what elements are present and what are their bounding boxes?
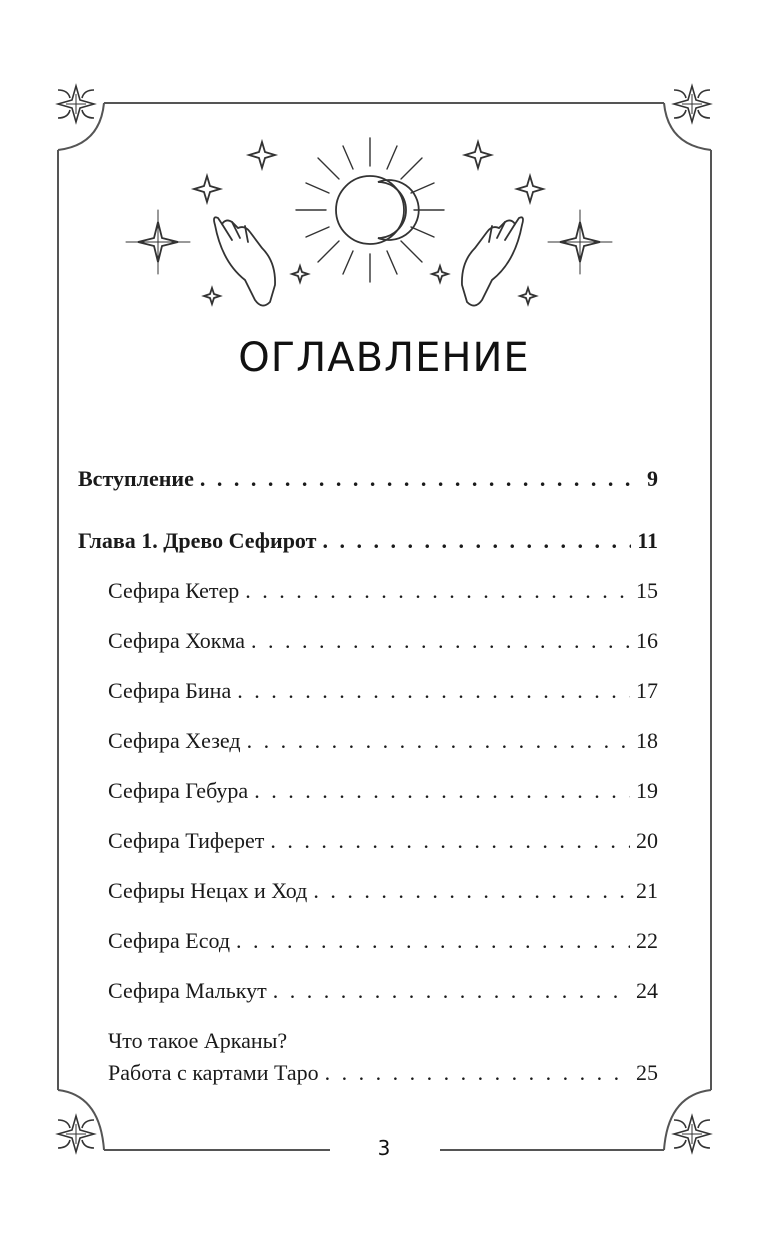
toc-entry-bina[interactable] — [108, 671, 658, 711]
toc-entry-tiferet[interactable] — [108, 821, 658, 861]
toc-entry-page: 16 — [636, 628, 658, 653]
toc-entry-label: Сефира Хокма — [108, 628, 245, 653]
toc-entry-page: 22 — [636, 928, 658, 953]
toc-entry-page: 19 — [636, 778, 658, 803]
toc-entry-page: 21 — [636, 878, 658, 903]
toc-entry-label: Работа с картами Таро — [108, 1060, 319, 1085]
toc-entry-page: 9 — [647, 466, 658, 491]
toc-entry-page: 24 — [636, 978, 658, 1003]
toc-entry-hokma[interactable] — [108, 621, 658, 661]
leader-dots — [245, 571, 630, 611]
leader-dots — [236, 921, 630, 961]
toc-entry-introduction[interactable] — [78, 459, 658, 499]
leader-dots — [273, 971, 630, 1011]
toc-entry-label: Сефира Бина — [108, 678, 232, 703]
toc-entry-label: Сефира Малькут — [108, 978, 267, 1003]
toc-entry-arcana-line1[interactable]: Что такое Арканы? — [108, 1028, 288, 1053]
toc-entry-yesod[interactable] — [108, 921, 658, 961]
toc-entry-keter[interactable] — [108, 571, 658, 611]
right-hand-icon — [462, 217, 523, 305]
toc-entry-label: Сефира Кетер — [108, 578, 240, 603]
leader-dots — [322, 521, 631, 561]
toc-entry-label: Сефира Гебура — [108, 778, 249, 803]
leader-dots — [200, 459, 641, 499]
toc-entry-page: 15 — [636, 578, 658, 603]
leader-dots — [270, 821, 630, 861]
toc-entry-label: Сефира Тиферет — [108, 828, 265, 853]
toc-entry-page: 11 — [637, 528, 658, 553]
page-number: 3 — [377, 1136, 391, 1160]
toc-entry-page: 25 — [636, 1060, 658, 1085]
leader-dots — [237, 671, 630, 711]
toc-entry-label: Сефира Хезед — [108, 728, 241, 753]
toc-entry-label: Глава 1. Древо Сефирот — [78, 528, 317, 553]
toc-entry-netzach-hod[interactable] — [108, 871, 658, 911]
leader-dots — [313, 871, 630, 911]
toc-entry-malkut[interactable] — [108, 971, 658, 1011]
toc-entry-chapter-1[interactable] — [78, 521, 658, 561]
toc-entry-label: Сефира Есод — [108, 928, 231, 953]
page-title: ОГЛАВЛЕНИЕ — [238, 335, 530, 381]
toc-entry-gebura[interactable] — [108, 771, 658, 811]
toc-entry-label: Сефиры Нецах и Ход — [108, 878, 308, 903]
toc-entry-page: 20 — [636, 828, 658, 853]
toc-entry-hesed[interactable] — [108, 721, 658, 761]
sparkle-star-icon — [126, 142, 612, 304]
toc-entry-page: 17 — [636, 678, 658, 703]
leader-dots — [247, 721, 630, 761]
toc-entry-page: 18 — [636, 728, 658, 753]
leader-dots — [325, 1053, 630, 1093]
sun-moon-icon — [296, 138, 444, 282]
leader-dots — [251, 621, 630, 661]
toc-entry-tarot-work[interactable] — [108, 1053, 658, 1093]
toc-entry-label: Вступление — [78, 466, 194, 491]
header-illustration — [0, 0, 768, 330]
left-hand-icon — [214, 217, 275, 305]
leader-dots — [254, 771, 630, 811]
